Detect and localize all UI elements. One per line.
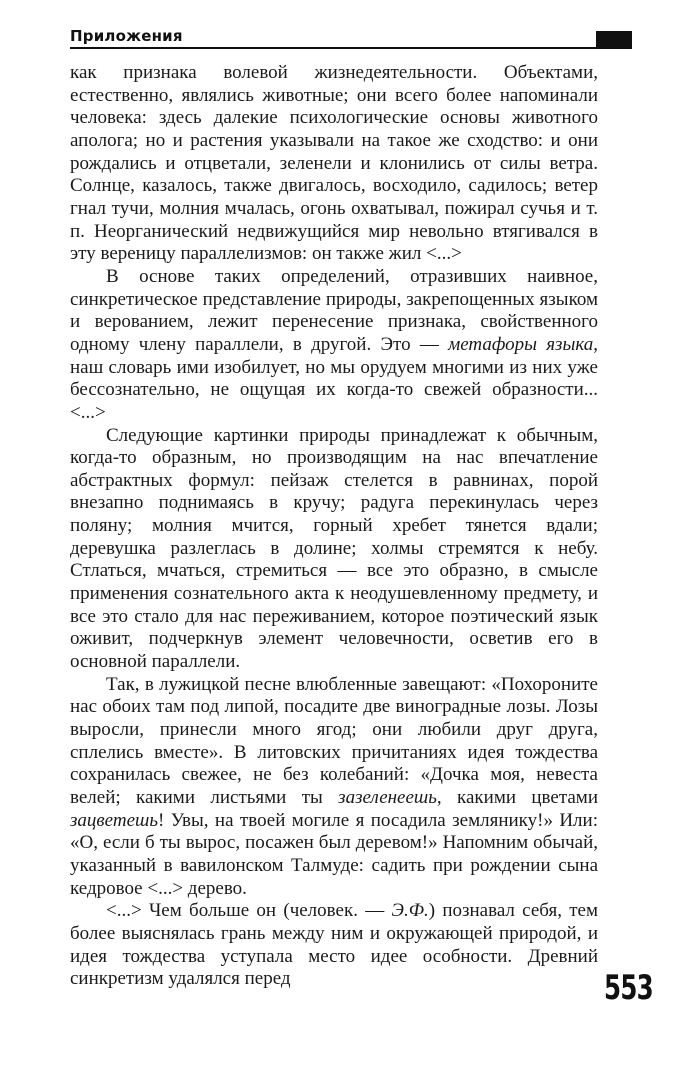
paragraph bbox=[70, 900, 598, 991]
paragraph bbox=[70, 62, 598, 266]
italic-text: зацветешь bbox=[70, 809, 158, 831]
text-segment: как признака волевой жизнедеятельности. Объектами, естественно, являлись животные; они всего более напоминали человека: здесь далекие психологические основы животного аполога; но и растения указывали на такое же сходство: и они рождались и отцветали, зеленели и клонились от силы ветра. Солнце, казалось, также двигалось, восходило, садилось; ветер гнал тучи, молния мчалась, огонь охватывал, пожирал сучья и т. п. Неорганический недвижущийся мир невольно втягивался в эту вереницу параллелизмов: он также жил <...> bbox=[70, 62, 598, 265]
section-title: Приложения bbox=[70, 27, 183, 45]
text-segment: Следующие картинки природы принадлежат к обычным, когда-то образным, но производящим на нас впечатление абстрактных формул: пейзаж стелется в равнинах, порой внезапно поднимаясь в кручу; радуга перекинулась через поляну; молния мчится, горный хребет тянется вдали; деревушка разлеглась в долине; холмы стремятся к небу. Стлаться, мчаться, стремиться — все это образно, в смысле применения сознательного акта к неодушевленному предмету, и все это стало для нас переживанием, которое поэтический язык оживит, подчеркнув элемент человечности, осветив его в основной параллели. bbox=[70, 424, 598, 673]
text-segment: , какими цветами bbox=[436, 787, 598, 808]
text-segment: ! Увы, на твоей могиле я посадила землянику!» Или: «О, если б ты вырос, посажен был деревом!» Напомним обычай, указанный в вавилонском Талмуде: садить при рождении сына кедровое <...> дерево. bbox=[70, 809, 598, 899]
header-rule bbox=[70, 47, 596, 49]
running-header bbox=[70, 22, 632, 52]
page-number: 553 bbox=[604, 968, 653, 1008]
header-block bbox=[596, 31, 632, 49]
italic-text: метафоры языка bbox=[448, 333, 594, 355]
text-segment: <...> Чем больше он (человек. — bbox=[106, 900, 392, 922]
paragraph bbox=[70, 266, 598, 425]
text-segment: ) познавал себя, тем более выяснялась грань между ним и окружающей природой, и идея тождества уступала место идее особности. Древний синкретизм удалялся перед bbox=[70, 900, 598, 990]
text-segment: Так, в лужицкой песне влюбленные завещают: «Похороните нас обоих там под липой, посадите две виноградные лозы. Лозы выросли, принесли много ягод; они любили друг друга, сплелись вместе». В литовских причитаниях идея тождества сохранилась свежее, не без колебаний: «Дочка моя, невеста велей; какими листьями ты bbox=[70, 673, 598, 808]
body-text bbox=[70, 62, 598, 991]
paragraph bbox=[70, 425, 598, 674]
italic-text: зазеленеешь bbox=[338, 787, 437, 808]
italic-text: Э.Ф. bbox=[391, 900, 429, 922]
text-segment: В основе таких определений, отразивших наивное, синкретическое представление природы, закрепощенных языком и верованием, лежит перенесение признака, свойственного одному члену параллели, в другой. Это — bbox=[70, 265, 598, 355]
paragraph bbox=[70, 674, 598, 901]
text-segment: , наш словарь ими изобилует, но мы орудуем многими из них уже бессознательно, не ощущая их когда-то свежей образности... <...> bbox=[70, 333, 598, 423]
